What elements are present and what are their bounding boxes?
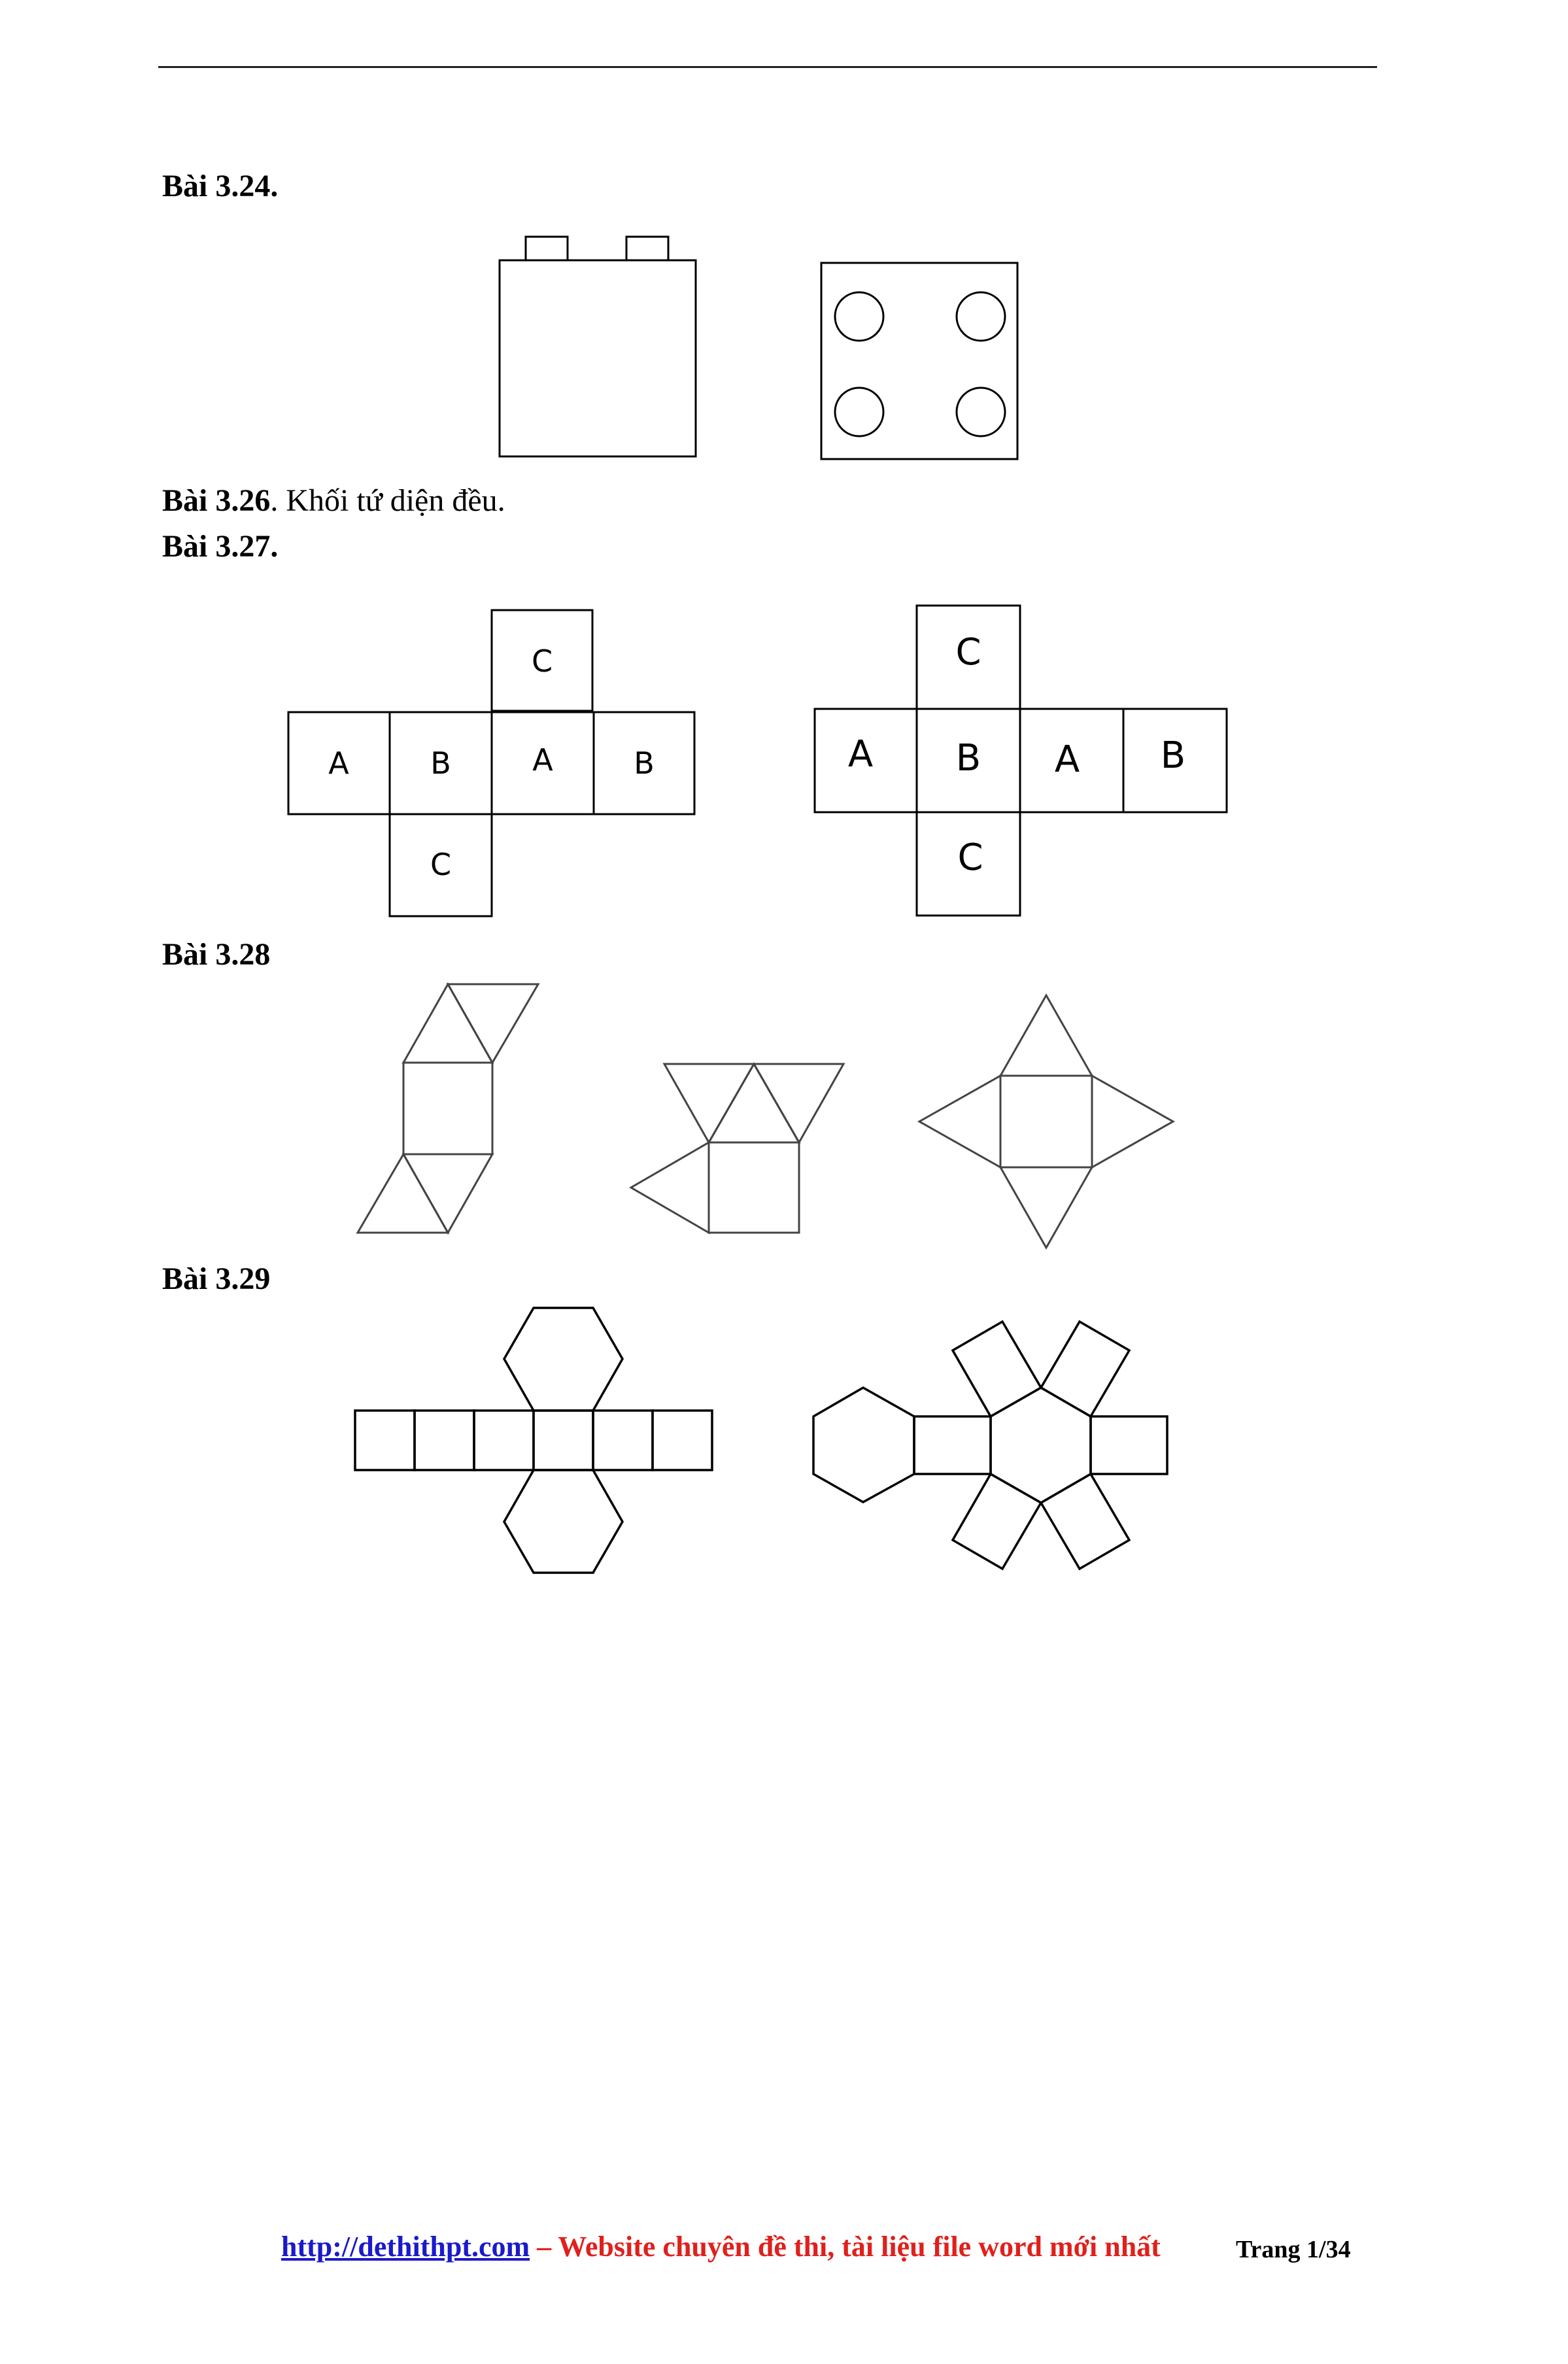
problem-3-26-heading: Bài 3.26. Khối tứ diện đều. [162,483,505,518]
problem-3-27-heading: Bài 3.27. [162,529,279,564]
net2-label-3: A [1054,738,1080,781]
problem-3-24-heading: Bài 3.24. [162,169,279,203]
net2-label-2: B [955,737,981,779]
problem-3-29-heading: Bài 3.29 [162,1261,271,1296]
footer [281,2230,1161,2263]
footer-link[interactable]: http://dethithpt.com [281,2231,530,2263]
net1-label-1: A [328,745,349,781]
net1-bottom-label: C [430,847,452,882]
net1-label-4: B [634,745,655,781]
net2-label-4: B [1160,734,1186,777]
net1-label-3: A [532,742,553,778]
net1-top-label: C [531,643,553,679]
problem-3-28-heading: Bài 3.28 [162,937,271,972]
page-number: Trang 1/34 [1236,2236,1351,2263]
net1-label-2: B [430,745,451,781]
net2-top-label: C [955,631,981,674]
net2-label-1: A [847,733,874,776]
net2-bottom-label: C [957,836,983,879]
footer-tagline: – Website chuyên đề thi, tài liệu file word mới nhất [530,2231,1161,2263]
